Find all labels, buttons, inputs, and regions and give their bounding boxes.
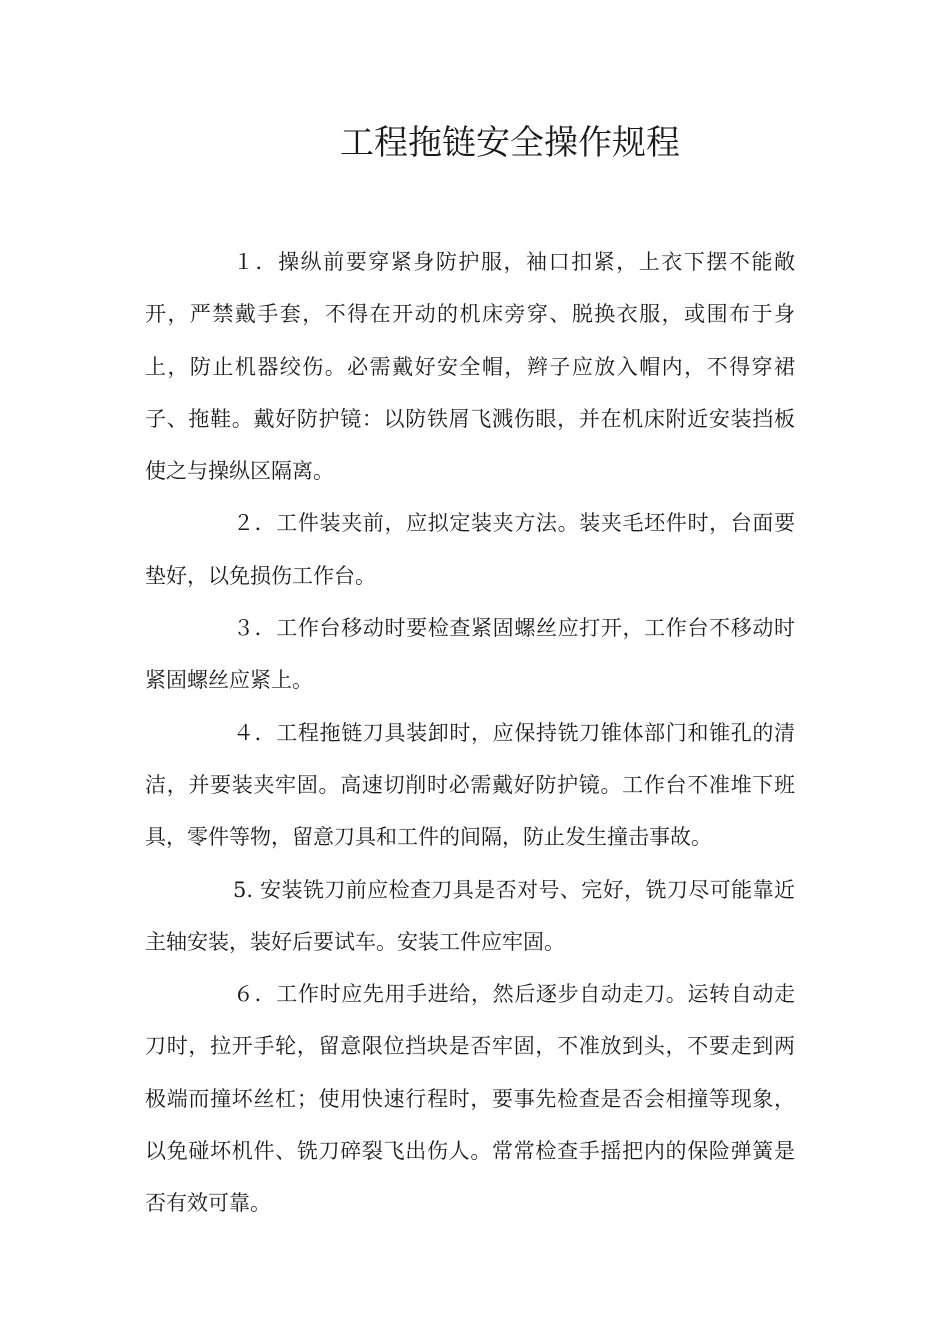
paragraph-3: ３．工作台移动时要检查紧固螺丝应打开，工作台不移动时紧固螺丝应紧上。	[145, 616, 795, 693]
paragraph-1: １．操纵前要穿紧身防护服，袖口扣紧，上衣下摆不能敞开，严禁戴手套，不得在开动的机床旁穿、脱换衣服，或围布于身上，防止机器绞伤。必需戴好安全帽，辫子应放入帽内，不得穿裙子、拖鞋。戴好防护镜：以防铁屑飞溅伤眼，并在机床附近安装挡板使之与操纵区隔离。	[145, 250, 795, 484]
paragraph-6: ６．工作时应先用手进给，然后逐步自动走刀。运转自动走刀时，拉开手轮，留意限位挡块是否牢固，不准放到头，不要走到两极端而撞坏丝杠；使用快速行程时，要事先检查是否会相撞等现象，以免碰坏机件、铣刀碎裂飞出伤人。常常检查手摇把内的保险弹簧是否有效可靠。	[145, 982, 795, 1216]
paragraph-5: 5. 安装铣刀前应检查刀具是否对号、完好，铣刀尽可能靠近主轴安装，装好后要试车。安装工件应牢固。	[145, 877, 795, 954]
document-body	[145, 236, 795, 1230]
paragraph-4: ４．工程拖链刀具装卸时，应保持铣刀锥体部门和锥孔的清洁，并要装夹牢固。高速切削时必需戴好防护镜。工作台不准堆下班具，零件等物，留意刀具和工件的间隔，防止发生撞击事故。	[145, 720, 795, 850]
document-title: 工程拖链安全操作规程	[340, 123, 680, 163]
paragraph-2: ２．工件装夹前，应拟定装夹方法。装夹毛坯件时，台面要垫好，以免损伤工作台。	[145, 511, 795, 588]
